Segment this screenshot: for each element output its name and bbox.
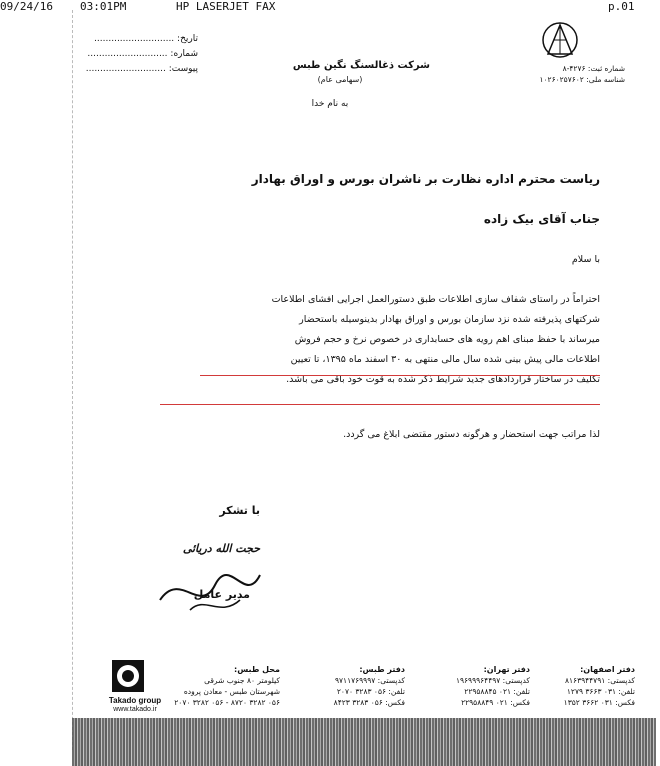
- takado-name: Takado group: [108, 696, 162, 705]
- closing-line: لذا مراتب جهت استحضار و هرگونه دستور مقتضی ابلاغ می گردد.: [343, 429, 600, 440]
- fax-noise-stripe: [72, 718, 656, 766]
- signatory-position: مدیر عامل: [193, 588, 250, 601]
- footer-esfahan: دفتر اصفهان: کدپستی: ۸۱۶۳۹۴۴۷۹۱ تلفن: ۰۳۱ ۳۶۶۳ ۱۲۷۹ فکس: ۰۳۱ ۳۶۶۲ ۱۳۵۲: [563, 665, 635, 707]
- takado-logo-icon: [110, 658, 146, 694]
- footer-mine: محل طبس: کیلومتر ۸۰ جنوب شرقی شهرستان طبس - معادن پروده ۰۵۶ ۳۲۸۲ ۸۷۲۰ - ۰۵۶ ۳۲۸۲ ۲۰۷۰: [174, 665, 280, 707]
- fax-device: HP LASERJET FAX: [176, 0, 276, 13]
- body-line: میرساند با حفظ مبنای اهم رویه های حسابداری در خصوص نرخ و حجم فروش: [294, 334, 600, 345]
- national-id: شناسه ملی: ۱۰۲۶۰۲۵۷۶۰۲: [539, 75, 625, 84]
- body-line: شرکتهای پذیرفته شده نزد سازمان بورس و اوراق بهادار بدینوسیله باستحضار: [299, 314, 600, 325]
- body-line: تکلیف در ساختار قراردادهای جدید شرایط ذکر شده به قوت خود باقی می باشد.: [286, 374, 600, 385]
- basmala: به نام خدا: [311, 99, 349, 109]
- field-attachment: پیوست: ............................: [85, 64, 198, 74]
- greeting: با سلام: [571, 254, 600, 265]
- registration-number: شماره ثبت: ۴۲۷۶-۸: [562, 64, 625, 73]
- highlight-underline: [200, 375, 600, 376]
- recipient-title: ریاست محترم اداره نظارت بر ناشران بورس و اوراق بهادار: [251, 172, 600, 186]
- fax-page: p.01: [608, 0, 635, 13]
- highlight-underline: [160, 404, 600, 405]
- signature-thanks: با تشکر: [219, 504, 260, 517]
- fax-date: 09/24/16: [0, 0, 53, 13]
- signatory-name: حجت الله دریائی: [182, 542, 260, 555]
- body-line: احتراماً در راستای شفاف سازی اطلاعات طبق دستورالعمل اجرایی افشای اطلاعات: [271, 294, 600, 305]
- takado-url: www.takado.ir: [113, 706, 157, 713]
- logo-icon: [540, 20, 580, 60]
- body-line: اطلاعات مالی پیش بینی شده سال مالی منتهی به ۳۰ اسفند ماه ۱۳۹۵، تا تعیین: [290, 354, 600, 365]
- recipient-name: جناب آقای بیک زاده: [483, 212, 600, 226]
- company-type: (سهامی عام): [317, 75, 363, 84]
- fax-time: 03:01PM: [80, 0, 127, 13]
- field-date: تاریخ: ............................: [94, 34, 198, 44]
- company-logo: [540, 20, 580, 60]
- footer-tabas: دفتر طبس: کدپستی: ۹۷۱۱۷۶۹۹۹۷ تلفن: ۰۵۶ ۳۲۸۳ ۲۰۷۰ فکس: ۰۵۶ ۳۲۸۳ ۸۴۲۳: [333, 665, 405, 707]
- takado-logo: [110, 658, 146, 694]
- footer-tehran: دفتر تهران: کدپستی: ۱۹۶۹۹۹۶۴۴۹۷ تلفن: ۰۲۱ ۲۲۹۵۸۸۴۵ فکس: ۰۲۱ ۲۲۹۵۸۸۴۹: [455, 665, 530, 707]
- company-name: شرکت ذغالسنگ نگین طبس: [292, 60, 430, 71]
- field-number: شماره: ............................: [87, 49, 198, 59]
